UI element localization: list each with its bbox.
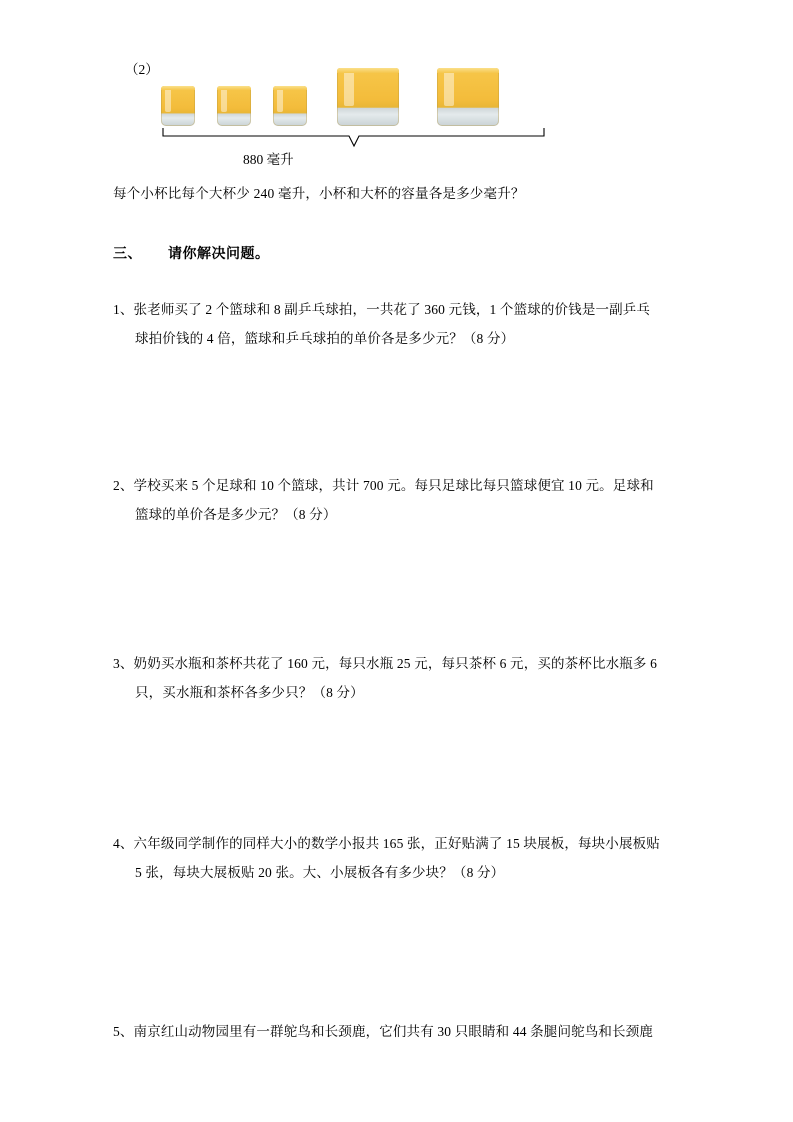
- problem-1-line-2: 球拍价钱的 4 倍，篮球和乒乓球拍的单价各是多少元？（8 分）: [135, 330, 515, 346]
- problem-2-line-1: 2、学校买来 5 个足球和 10 个篮球，共计 700 元。每只足球比每只篮球便宜 10 元。足球和: [113, 477, 654, 493]
- problem-3-line-1: 3、奶奶买水瓶和茶杯共花了 160 元，每只水瓶 25 元，每只茶杯 6 元，买的茶杯比水瓶多 6: [113, 655, 657, 671]
- small-cup-1: [161, 86, 195, 126]
- problem-3-line-2: 只，买水瓶和茶杯各多少只？（8 分）: [135, 684, 364, 700]
- problem-item-5: [113, 1017, 683, 1046]
- big-cup-1: [337, 68, 399, 126]
- brace-label: 880 毫升: [243, 152, 294, 167]
- problem-item-2: [113, 471, 683, 529]
- small-cup-2: [217, 86, 251, 126]
- cups-illustration: [161, 44, 546, 126]
- problem-item-3: [113, 649, 683, 707]
- section-heading: [113, 243, 683, 263]
- section-title: 请你解决问题。: [168, 246, 270, 262]
- problem-4-line-1: 4、六年级同学制作的同样大小的数学小报共 165 张，正好贴满了 15 块展板，每块小展板贴: [113, 835, 660, 851]
- problem-2-line-2: 篮球的单价各是多少元？（8 分）: [135, 506, 337, 522]
- problem-item-4: [113, 829, 683, 887]
- section-number: 三、: [113, 246, 142, 262]
- page-content: [113, 40, 683, 1046]
- brace-bracket: [161, 126, 546, 148]
- problem-1-line-1: 1、张老师买了 2 个篮球和 8 副乒乓球拍，一共花了 360 元钱，1 个篮球的价钱是一副乒乓: [113, 301, 651, 317]
- big-cup-2: [437, 68, 499, 126]
- figure-block: [113, 40, 683, 175]
- problem-item-1: [113, 295, 683, 353]
- problem-5-line-1: 5、南京红山动物园里有一群鸵鸟和长颈鹿，它们共有 30 只眼睛和 44 条腿问鸵鸟和长颈鹿: [113, 1023, 653, 1039]
- problem-4-line-2: 5 张，每块大展板贴 20 张。大、小展板各有多少块？（8 分）: [135, 864, 505, 880]
- small-cup-3: [273, 86, 307, 126]
- figure-item-label: （2）: [125, 62, 159, 77]
- figure-question-text: 每个小杯比每个大杯少 240 毫升，小杯和大杯的容量各是多少毫升？: [113, 186, 525, 201]
